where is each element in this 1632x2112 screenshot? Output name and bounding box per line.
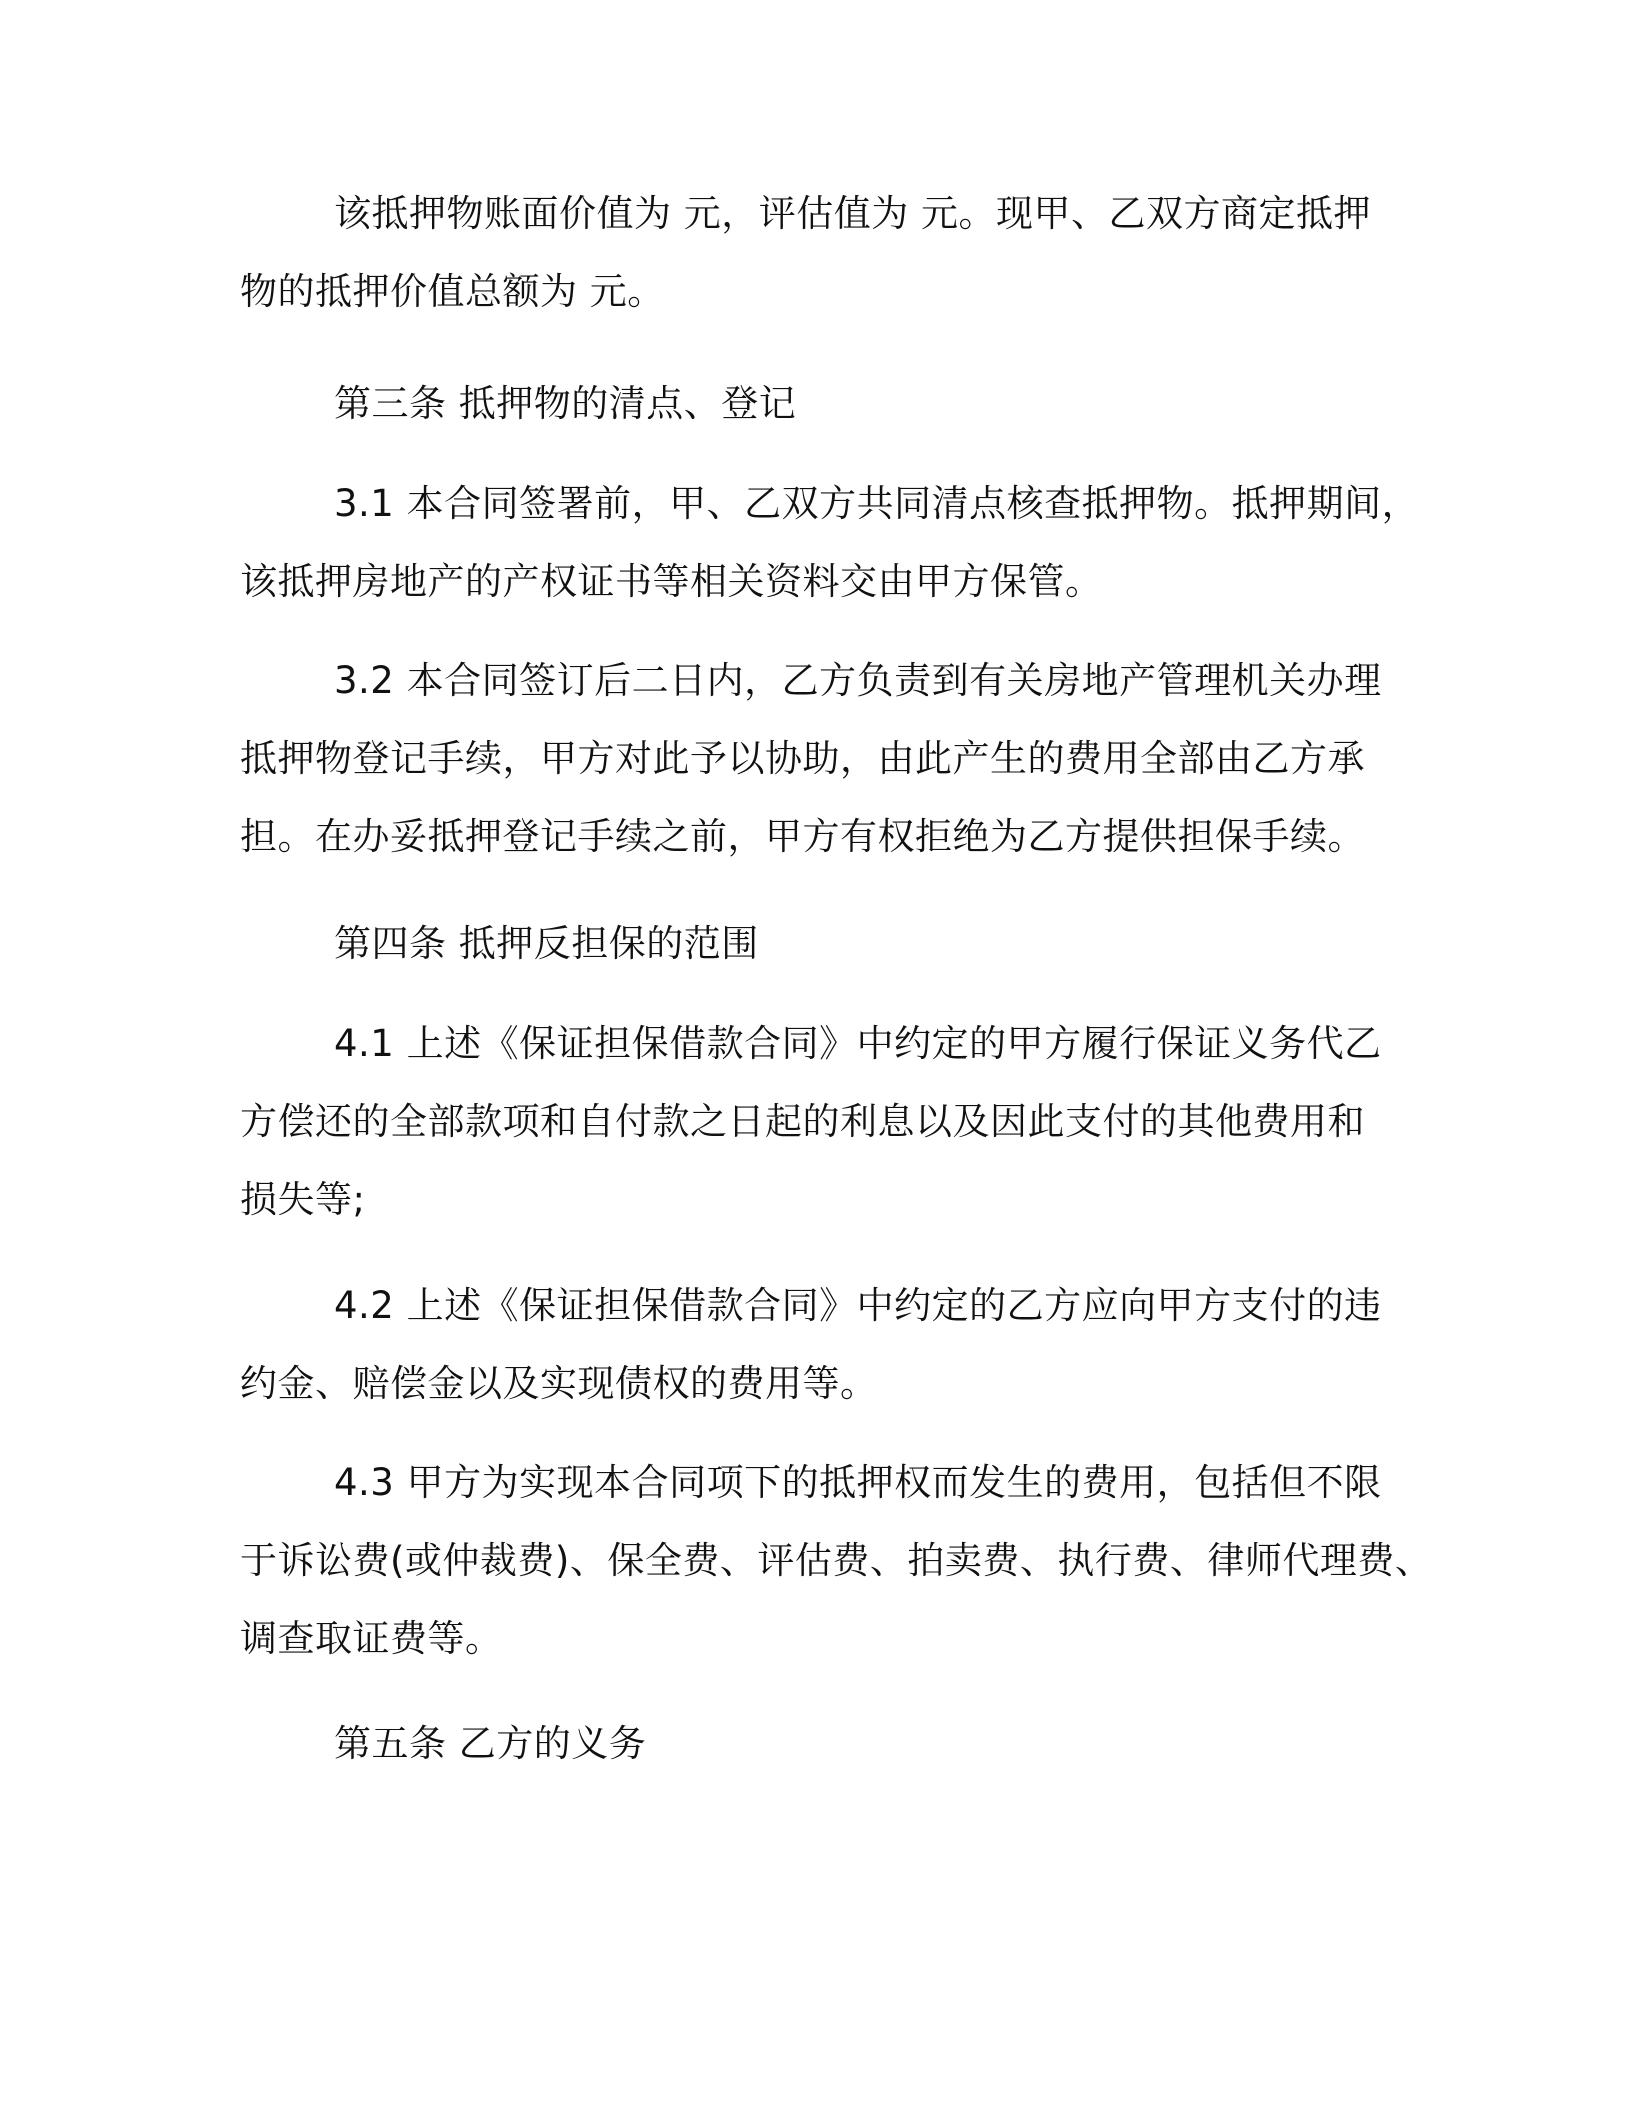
- clause-3-2: [240, 642, 1400, 876]
- text-line: 物的抵押价值总额为 元。: [240, 270, 665, 313]
- text-line: 3.1 本合同签署前，甲、乙双方共同清点核查抵押物。抵押期间，: [334, 482, 1420, 525]
- clause-4-3: [240, 1444, 1433, 1678]
- text-line: 担。在办妥抵押登记手续之前，甲方有权拒绝为乙方提供担保手续。: [240, 815, 1365, 858]
- heading-text: 第四条 抵押反担保的范围: [334, 922, 759, 965]
- clause-4-2: [240, 1267, 1400, 1423]
- paragraph-valuation: [240, 175, 1400, 331]
- heading-text: 第三条 抵押物的清点、登记: [334, 382, 797, 425]
- article-5-heading: [240, 1705, 1400, 1783]
- clause-3-1: [240, 465, 1420, 621]
- text-line: 4.2 上述《保证担保借款合同》中约定的乙方应向甲方支付的违: [334, 1284, 1382, 1327]
- text-line: 于诉讼费(或仲裁费)、保全费、评估费、拍卖费、执行费、律师代理费、: [240, 1539, 1433, 1582]
- text-line: 4.1 上述《保证担保借款合同》中约定的甲方履行保证义务代乙: [334, 1022, 1382, 1065]
- article-4-heading: [240, 905, 1400, 983]
- text-line: 损失等;: [240, 1178, 366, 1221]
- text-line: 4.3 甲方为实现本合同项下的抵押权而发生的费用，包括但不限: [334, 1461, 1382, 1504]
- heading-text: 第五条 乙方的义务: [334, 1722, 647, 1765]
- text-line: 约金、赔偿金以及实现债权的费用等。: [240, 1362, 878, 1405]
- text-line: 该抵押房地产的产权证书等相关资料交由甲方保管。: [240, 560, 1103, 603]
- text-line: 抵押物登记手续，甲方对此予以协助，由此产生的费用全部由乙方承: [240, 737, 1365, 780]
- text-line: 该抵押物账面价值为 元，评估值为 元。现甲、乙双方商定抵押: [334, 192, 1372, 235]
- text-line: 3.2 本合同签订后二日内，乙方负责到有关房地产管理机关办理: [334, 659, 1382, 702]
- text-line: 方偿还的全部款项和自付款之日起的利息以及因此支付的其他费用和: [240, 1100, 1365, 1143]
- clause-4-1: [240, 1005, 1400, 1239]
- article-3-heading: [240, 365, 1400, 443]
- text-line: 调查取证费等。: [240, 1617, 503, 1660]
